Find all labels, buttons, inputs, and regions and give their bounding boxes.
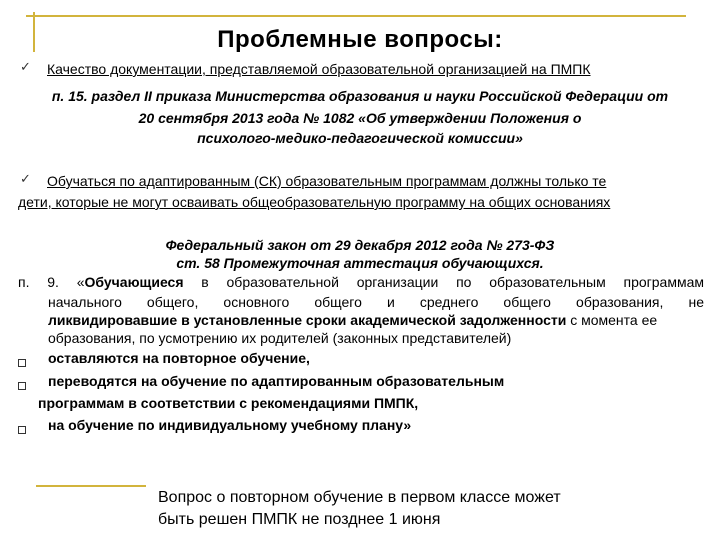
- documentation-quality-text: Качество документации, представляемой образовательной организацией на ПМПК: [47, 61, 591, 77]
- bottom-note-line-1: Вопрос о повторном обучение в первом классе может: [158, 489, 561, 506]
- checkbox-bullet-icon: [18, 377, 26, 395]
- federal-law-heading-line-1: Федеральный закон от 29 декабря 2012 года № 273-ФЗ: [165, 237, 555, 253]
- paragraph-9-line-2-text: начального общего, основного общего и среднего общего образования, не: [48, 294, 704, 310]
- adapted-transfer-item: переводятся на обучение по адаптированным образовательным: [48, 373, 505, 389]
- paragraph-9-line-3: [48, 312, 657, 329]
- paragraph-9-bold-word: Обучающиеся: [84, 274, 184, 290]
- paragraph-9-rest: в образовательной организации по образовательным программам: [183, 274, 704, 290]
- top-border-line: [26, 15, 686, 17]
- paragraph-9-line-2: [48, 294, 704, 311]
- checkmark-icon: ✓: [20, 60, 31, 75]
- bottom-note-line-2: быть решен ПМПК не позднее 1 июня: [158, 511, 441, 528]
- individual-plan-item: на обучение по индивидуальному учебному плану»: [48, 417, 412, 433]
- adapted-transfer-item-continued: программам в соответствии с рекомендациями ПМПК,: [38, 395, 419, 411]
- adapted-programs-text-line-2: дети, которые не могут осваивать общеобразовательную программу на общих основаниях: [18, 194, 611, 210]
- checkmark-icon: ✓: [20, 172, 31, 187]
- repeat-training-item: оставляются на повторное обучение,: [48, 350, 310, 366]
- paragraph-9-bold-phrase: ликвидировавшие в установленные сроки академической задолженности: [48, 312, 567, 328]
- paragraph-9-prefix: п. 9. «: [18, 274, 85, 290]
- checkbox-bullet-icon: [18, 421, 26, 439]
- bottom-left-border-line: [36, 485, 146, 487]
- paragraph-9-line-1: [18, 274, 704, 291]
- adapted-programs-text-line-1: Обучаться по адаптированным (СК) образовательным программам должны только те: [47, 173, 607, 189]
- checkbox-bullet-icon: [18, 354, 26, 372]
- page-title: Проблемные вопросы:: [217, 26, 503, 53]
- law-reference-line-1: п. 15. раздел II приказа Министерства образования и науки Российской Федерации от: [51, 88, 669, 104]
- law-reference-line-2: 20 сентября 2013 года № 1082 «Об утверждении Положения о: [138, 110, 582, 126]
- law-reference-line-3: психолого-медико-педагогической комиссии»: [197, 130, 523, 146]
- federal-law-heading-line-2: ст. 58 Промежуточная аттестация обучающихся.: [176, 255, 544, 271]
- paragraph-9-line-3-rest: с момента ее: [566, 312, 658, 328]
- paragraph-9-line-4: образования, по усмотрению их родителей (законных представителей): [48, 330, 512, 346]
